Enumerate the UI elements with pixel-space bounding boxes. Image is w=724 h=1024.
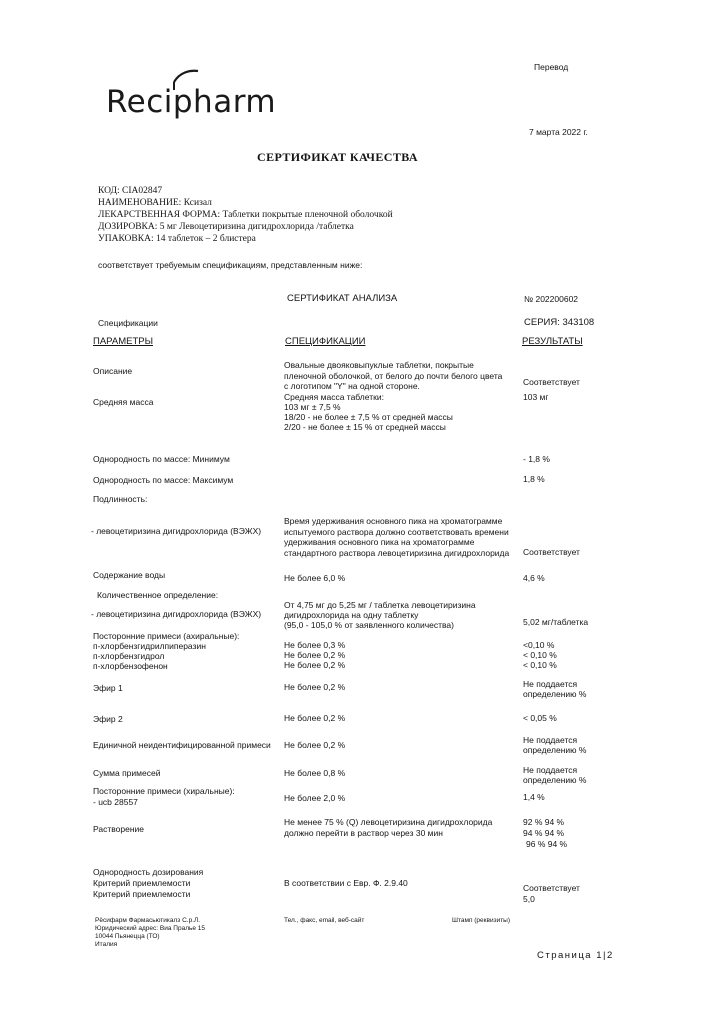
param-water: Содержание воды: [93, 570, 166, 580]
spec-sum-impurities: Не более 0,8 %: [284, 768, 346, 778]
spec-label: Спецификации: [98, 318, 158, 328]
spec-ether2: Не более 0,2 %: [284, 713, 346, 723]
conformity-text: соответствует требуемым спецификациям, представленным ниже:: [98, 260, 363, 270]
document-date: 7 марта 2022 г.: [529, 127, 588, 137]
impurity-spec: Не более 0,3 %: [284, 640, 346, 650]
spec-description: Овальные двояковыпуклые таблетки, покрытые пленочной оболочкой, от белого до почти белого цвета с логотипом "Y" на одной стороне.: [284, 360, 503, 391]
impurity-result: < 0,10 %: [523, 650, 557, 660]
spec-assay-3: (95,0 - 105,0 % от заявленного количества): [284, 620, 454, 630]
footer-company-line-3: 10044 Пьянецца (ТО): [95, 933, 160, 940]
impurity-row: п-хлорбензгидрол: [93, 651, 165, 661]
analysis-title: СЕРТИФИКАТ АНАЛИЗА: [287, 293, 398, 304]
result-sum-impurities-1: Не поддается: [523, 765, 578, 775]
result-assay: 5,02 мг/таблетка: [523, 617, 589, 627]
result-identity-hplc: Соответствует: [523, 547, 580, 557]
param-assay-header: Количественное определение:: [97, 590, 219, 600]
footer-company: [95, 917, 205, 949]
translation-label: Перевод: [534, 62, 569, 72]
result-dosage-uniformity-2: 5,0: [523, 894, 535, 904]
spec-water: Не более 6,0 %: [284, 573, 346, 583]
spec-ether1: Не более 0,2 %: [284, 682, 346, 692]
result-single-unidentified-2: определению %: [523, 745, 587, 755]
result-uniformity-max: 1,8 %: [523, 474, 545, 484]
param-ether1: Эфир 1: [93, 683, 123, 693]
param-description: Описание: [93, 366, 133, 376]
page-number: Страница 1|2: [537, 950, 614, 961]
spec-dissolution-1: Не менее 75 % (Q) левоцетиризина дигидрохлорида: [284, 817, 493, 827]
spec-avg-mass-1: Средняя масса таблетки:: [284, 392, 384, 402]
result-uniformity-min: - 1,8 %: [523, 454, 550, 464]
result-dissolution-3: 96 % 94 %: [526, 839, 568, 849]
col-specs-header: СПЕЦИФИКАЦИИ: [285, 336, 366, 347]
param-uniformity-max: Однородность по массе: Максимум: [93, 475, 234, 485]
footer-company-line-4: Италия: [95, 941, 118, 948]
result-dissolution-2: 94 % 94 %: [523, 828, 565, 838]
impurity-spec: Не более 0,2 %: [284, 660, 346, 670]
param-impurities-chiral-2: - ucb 28557: [93, 797, 138, 807]
param-identity-hplc: - левоцетиризина дигидрохлорида (ВЭЖХ): [91, 526, 262, 536]
recipharm-logo: Recipharm: [106, 84, 277, 120]
spec-identity-hplc: Время удерживания основного пика на хроматограмме испытуемого раствора должно соответствовать времени удерживания основного пика на хроматограмме стандартного раствора левоцетиризина дигидрохлорида: [284, 516, 510, 558]
spec-assay-2: дигидрохлорида на одну таблетку: [284, 610, 419, 620]
param-sum-impurities: Сумма примесей: [93, 768, 161, 778]
result-avg-mass: 103 мг: [523, 392, 549, 402]
param-dosage-uniformity-1: Однородность дозирования: [93, 867, 204, 877]
result-ether1-2: определению %: [523, 689, 587, 699]
result-description: Соответствует: [523, 377, 580, 387]
param-uniformity-min: Однородность по массе: Минимум: [93, 454, 230, 464]
spec-avg-mass-3: 18/20 - не более ± 7,5 % от средней массы: [284, 412, 453, 422]
param-dosage-uniformity-2: Критерий приемлемости: [93, 878, 191, 888]
result-ether2: < 0,05 %: [523, 713, 557, 723]
footer-company-line-1: Рёсифарм Фармасьютикалз С.р.Л.: [95, 917, 201, 924]
product-code: КОД: CIA02847: [98, 186, 163, 196]
footer-company-line-2: Юридический адрес: Виа Пралье 15: [95, 925, 206, 932]
certificate-title: СЕРТИФИКАТ КАЧЕСТВА: [257, 150, 418, 164]
footer-contacts: Тел., факс, email, веб-сайт: [284, 917, 365, 924]
spec-dosage-uniformity: В соответствии с Евр. Ф. 2.9.40: [284, 878, 408, 888]
product-name: НАИМЕНОВАНИЕ: Ксизал: [98, 198, 212, 208]
param-dosage-uniformity-3: Критерий приемлемости: [93, 889, 191, 899]
spec-impurities-chiral: Не более 2,0 %: [284, 793, 346, 803]
result-water: 4,6 %: [523, 573, 545, 583]
result-ether1-1: Не поддается: [523, 679, 578, 689]
param-assay: - левоцетиризина дигидрохлорида (ВЭЖХ): [91, 609, 262, 619]
param-single-unidentified: Единичной неидентифицированной примеси: [93, 740, 271, 750]
spec-avg-mass-2: 103 мг ± 7,5 %: [284, 402, 341, 412]
footer-stamp: Штамп (реквизиты): [452, 917, 511, 924]
product-dosage: ДОЗИРОВКА: 5 мг Левоцетиризина дигидрохлорида /таблетка: [98, 222, 354, 232]
spec-single-unidentified: Не более 0,2 %: [284, 740, 346, 750]
spec-dissolution-2: должно перейти в раствор через 30 мин: [284, 828, 443, 838]
result-impurities-chiral: 1,4 %: [523, 792, 545, 802]
product-form: ЛЕКАРСТВЕННАЯ ФОРМА: Таблетки покрытые пленочной оболочкой: [98, 210, 393, 220]
impurity-result: <0,10 %: [523, 640, 555, 650]
result-dissolution-1: 92 % 94 %: [523, 817, 565, 827]
param-authenticity: Подлинность:: [93, 494, 148, 504]
impurity-result: < 0,10 %: [523, 660, 557, 670]
impurity-spec: Не более 0,2 %: [284, 650, 346, 660]
param-avg-mass: Средняя масса: [93, 397, 154, 407]
result-sum-impurities-2: определению %: [523, 775, 587, 785]
param-impurities-achiral: Посторонние примеси (ахиральные):: [93, 631, 240, 641]
result-single-unidentified-1: Не поддается: [523, 735, 578, 745]
col-params-header: ПАРАМЕТРЫ: [93, 336, 154, 347]
col-results-header: РЕЗУЛЬТАТЫ: [522, 336, 583, 347]
param-ether2: Эфир 2: [93, 714, 123, 724]
impurity-row: п-хлорбензофенон: [93, 661, 168, 671]
spec-assay-1: От 4,75 мг до 5,25 мг / таблетка левоцетиризина: [284, 600, 476, 610]
batch-number: СЕРИЯ: 343108: [524, 317, 595, 328]
analysis-number: № 202200602: [524, 294, 579, 304]
impurity-row: п-хлорбензгидрилпиперазин: [93, 641, 206, 651]
param-impurities-chiral-1: Посторонние примеси (хиральные):: [93, 786, 235, 796]
result-dosage-uniformity-1: Соответствует: [523, 883, 580, 893]
product-packaging: УПАКОВКА: 14 таблеток – 2 блистера: [98, 234, 256, 244]
spec-avg-mass-4: 2/20 - не более ± 15 % от средней массы: [284, 422, 446, 432]
param-dissolution: Растворение: [93, 824, 145, 834]
